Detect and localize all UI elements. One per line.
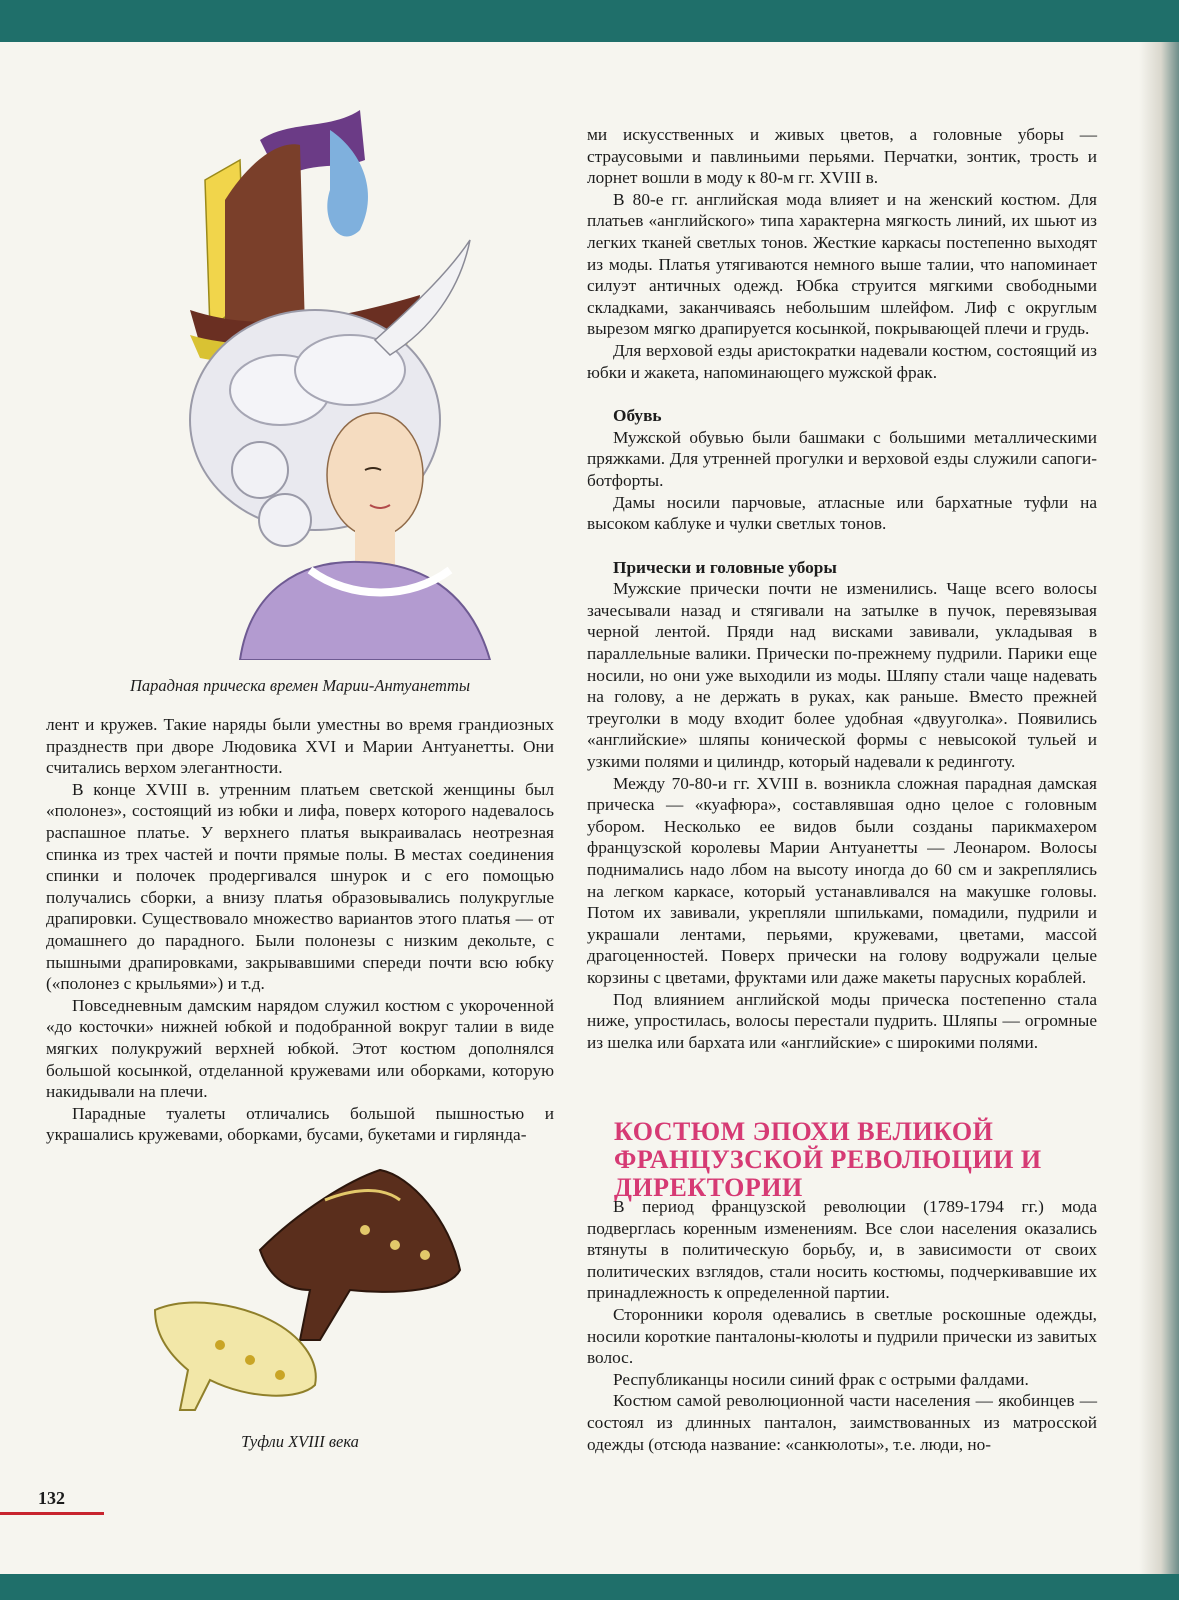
page-number: 132 — [38, 1488, 65, 1508]
left-paragraph: В конце XVIII в. утренним платьем светской женщины был «полонез», состоящий из юбки и лифа, поверх которого надевалось распашное платье. У верхнего платья выкраивалась неотрезная спинка из трех частей и почти прямые полы. В местах соединения спинки и полочек продергивался шнурок и с его помощью получались сборки, а внизу платья образовывались полукруглые драпировки. Существовало множество вариантов этого платья — от домашнего до парадного. Были полонезы с низким декольте, с пышными драпировками, закрывавшими спереди почти всю юбку («полонез с крыльями») и т.д. — [46, 779, 554, 994]
right-paragraph: Под влиянием английской моды прическа постепенно стала ниже, упростилась, волосы перестали пудрить. Шляпы — огромные из шелка или бархата или «английские» с широкими полями. — [587, 989, 1097, 1052]
left-text-column — [46, 714, 554, 1146]
page-number-rule — [0, 1512, 104, 1515]
top-color-band — [0, 0, 1179, 42]
right-paragraph: Между 70-80-и гг. XVIII в. возникла сложная парадная дамская прическа — «куафюра», составлявшая одно целое с головным убором. Несколько ее видов были созданы парикмахером французской королевы Марии Антуанетты — Леонаром. Волосы поднимались надо лбом на высоту иногда до 60 см и закреплялись на легком каркасе, который устанавливался на макушке головы. Потом их завивали, укрепляли шпильками, помадили, пудрили и украшали лентами, перьями, кружевами, цветами, массой драгоценностей. Поверх прически на голову водружали целые корзины с цветами, фруктами или даже макеты парусных кораблей. — [587, 773, 1097, 987]
section-text-column — [587, 1196, 1097, 1455]
left-paragraph: лент и кружев. Такие наряды были уместны во время грандиозных празднеств при дворе Людовика XVI и Марии Антуанетты. Они считались верхом элегантности. — [46, 715, 554, 778]
section-paragraph: Костюм самой революционной части населения — якобинцев — состоял из длинных панталон, заимствованных из матросской одежды (отсюда название: «санкюлоты», т.е. люди, но- — [587, 1391, 1097, 1454]
portrait-caption: Парадная прическа времен Марии-Антуанетты — [129, 676, 471, 695]
shoes-illustration — [150, 1160, 470, 1420]
section-paragraph: Сторонники короля одевались в светлые роскошные одежды, носили короткие панталоны-кюлоты и пудрили прически из завитых волос. — [587, 1304, 1097, 1368]
right-paragraph: Дамы носили парчовые, атласные или бархатные туфли на высоком каблуке и чулки светлых тонов. — [587, 492, 1097, 534]
left-paragraph: Парадные туалеты отличались большой пышностью и украшались кружевами, оборками, бусами, букетами и гирлянда- — [46, 1103, 554, 1145]
page-gutter-shadow — [1139, 42, 1179, 1574]
section-paragraph: Республиканцы носили синий фрак с острыми фалдами. — [613, 1369, 1029, 1389]
right-paragraph: Мужские прически почти не изменились. Чаще всего волосы зачесывали назад и стягивали на затылке в пучок, перевязывая черной лентой. Пряди над висками завивали, укладывая в параллельные валики. Прически по-прежнему пудрили. Парики еще носили, но они уже выходили из моды. Шляпу стали чаще надевать на голову, а не держать в руках, как раньше. Вместо прежней треуголки в моду входит более удобная «двууголка». Появились «английские» шляпы конической формы с невысокой тульей и узкими полями и цилиндр, который надевали к рединготу. — [587, 579, 1097, 772]
footwear-heading: Обувь — [613, 406, 662, 426]
hair-heading: Прически и головные уборы — [613, 557, 837, 577]
hairstyle-illustration — [130, 100, 520, 660]
right-paragraph: Для верховой езды аристократки надевали костюм, состоящий из юбки и жакета, напоминающего мужской фрак. — [587, 340, 1097, 382]
left-paragraph: Повседневным дамским нарядом служил костюм с укороченной «до косточки» нижней юбкой и подобранной вокруг талии в виде мягких полукружий верхней юбкой. Этот костюм дополнялся большой косынкой, отделанной кружевами или оборками, которую накидывали на плечи. — [46, 995, 554, 1102]
right-text-column — [587, 124, 1097, 1053]
right-paragraph: Мужской обувью были башмаки с большими металлическими пряжками. Для утренней прогулки и верховой езды служили сапоги-ботфорты. — [587, 427, 1097, 490]
section-paragraph: В период французской революции (1789-1794 гг.) мода подверглась коренным изменениям. Все слои населения оказались втянуты в политическую борьбу, и, в зависимости от своих политических взглядов, стали носить костюмы, подчеркивавшие их принадлежность к определенной партии. — [587, 1197, 1097, 1303]
shoes-caption: Туфли XVIII века — [241, 1432, 359, 1451]
section-title: КОСТЮМ ЭПОХИ ВЕЛИКОЙ ФРАНЦУЗСКОЙ РЕВОЛЮЦИИ И ДИРЕКТОРИИ — [614, 1117, 1042, 1202]
right-paragraph: ми искусственных и живых цветов, а головные уборы — страусовыми и павлиньими перьями. Перчатки, зонтик, трость и лорнет вошли в моду к 80-м гг. XVIII в. — [587, 125, 1097, 188]
bottom-color-band — [0, 1574, 1179, 1600]
right-paragraph: В 80-е гг. английская мода влияет и на женский костюм. Для платьев «английского» типа характерна мягкость линий, их шьют из легких тканей светлых тонов. Жесткие каркасы постепенно выходят из моды. Платья утягиваются немного выше талии, что напоминает силуэт античных одежд. Юбка струится мягкими свободными складками, заканчиваясь небольшим шлейфом. Лиф с округлым вырезом мягко драпируется косынкой, покрывающей плечи и грудь. — [587, 189, 1097, 339]
